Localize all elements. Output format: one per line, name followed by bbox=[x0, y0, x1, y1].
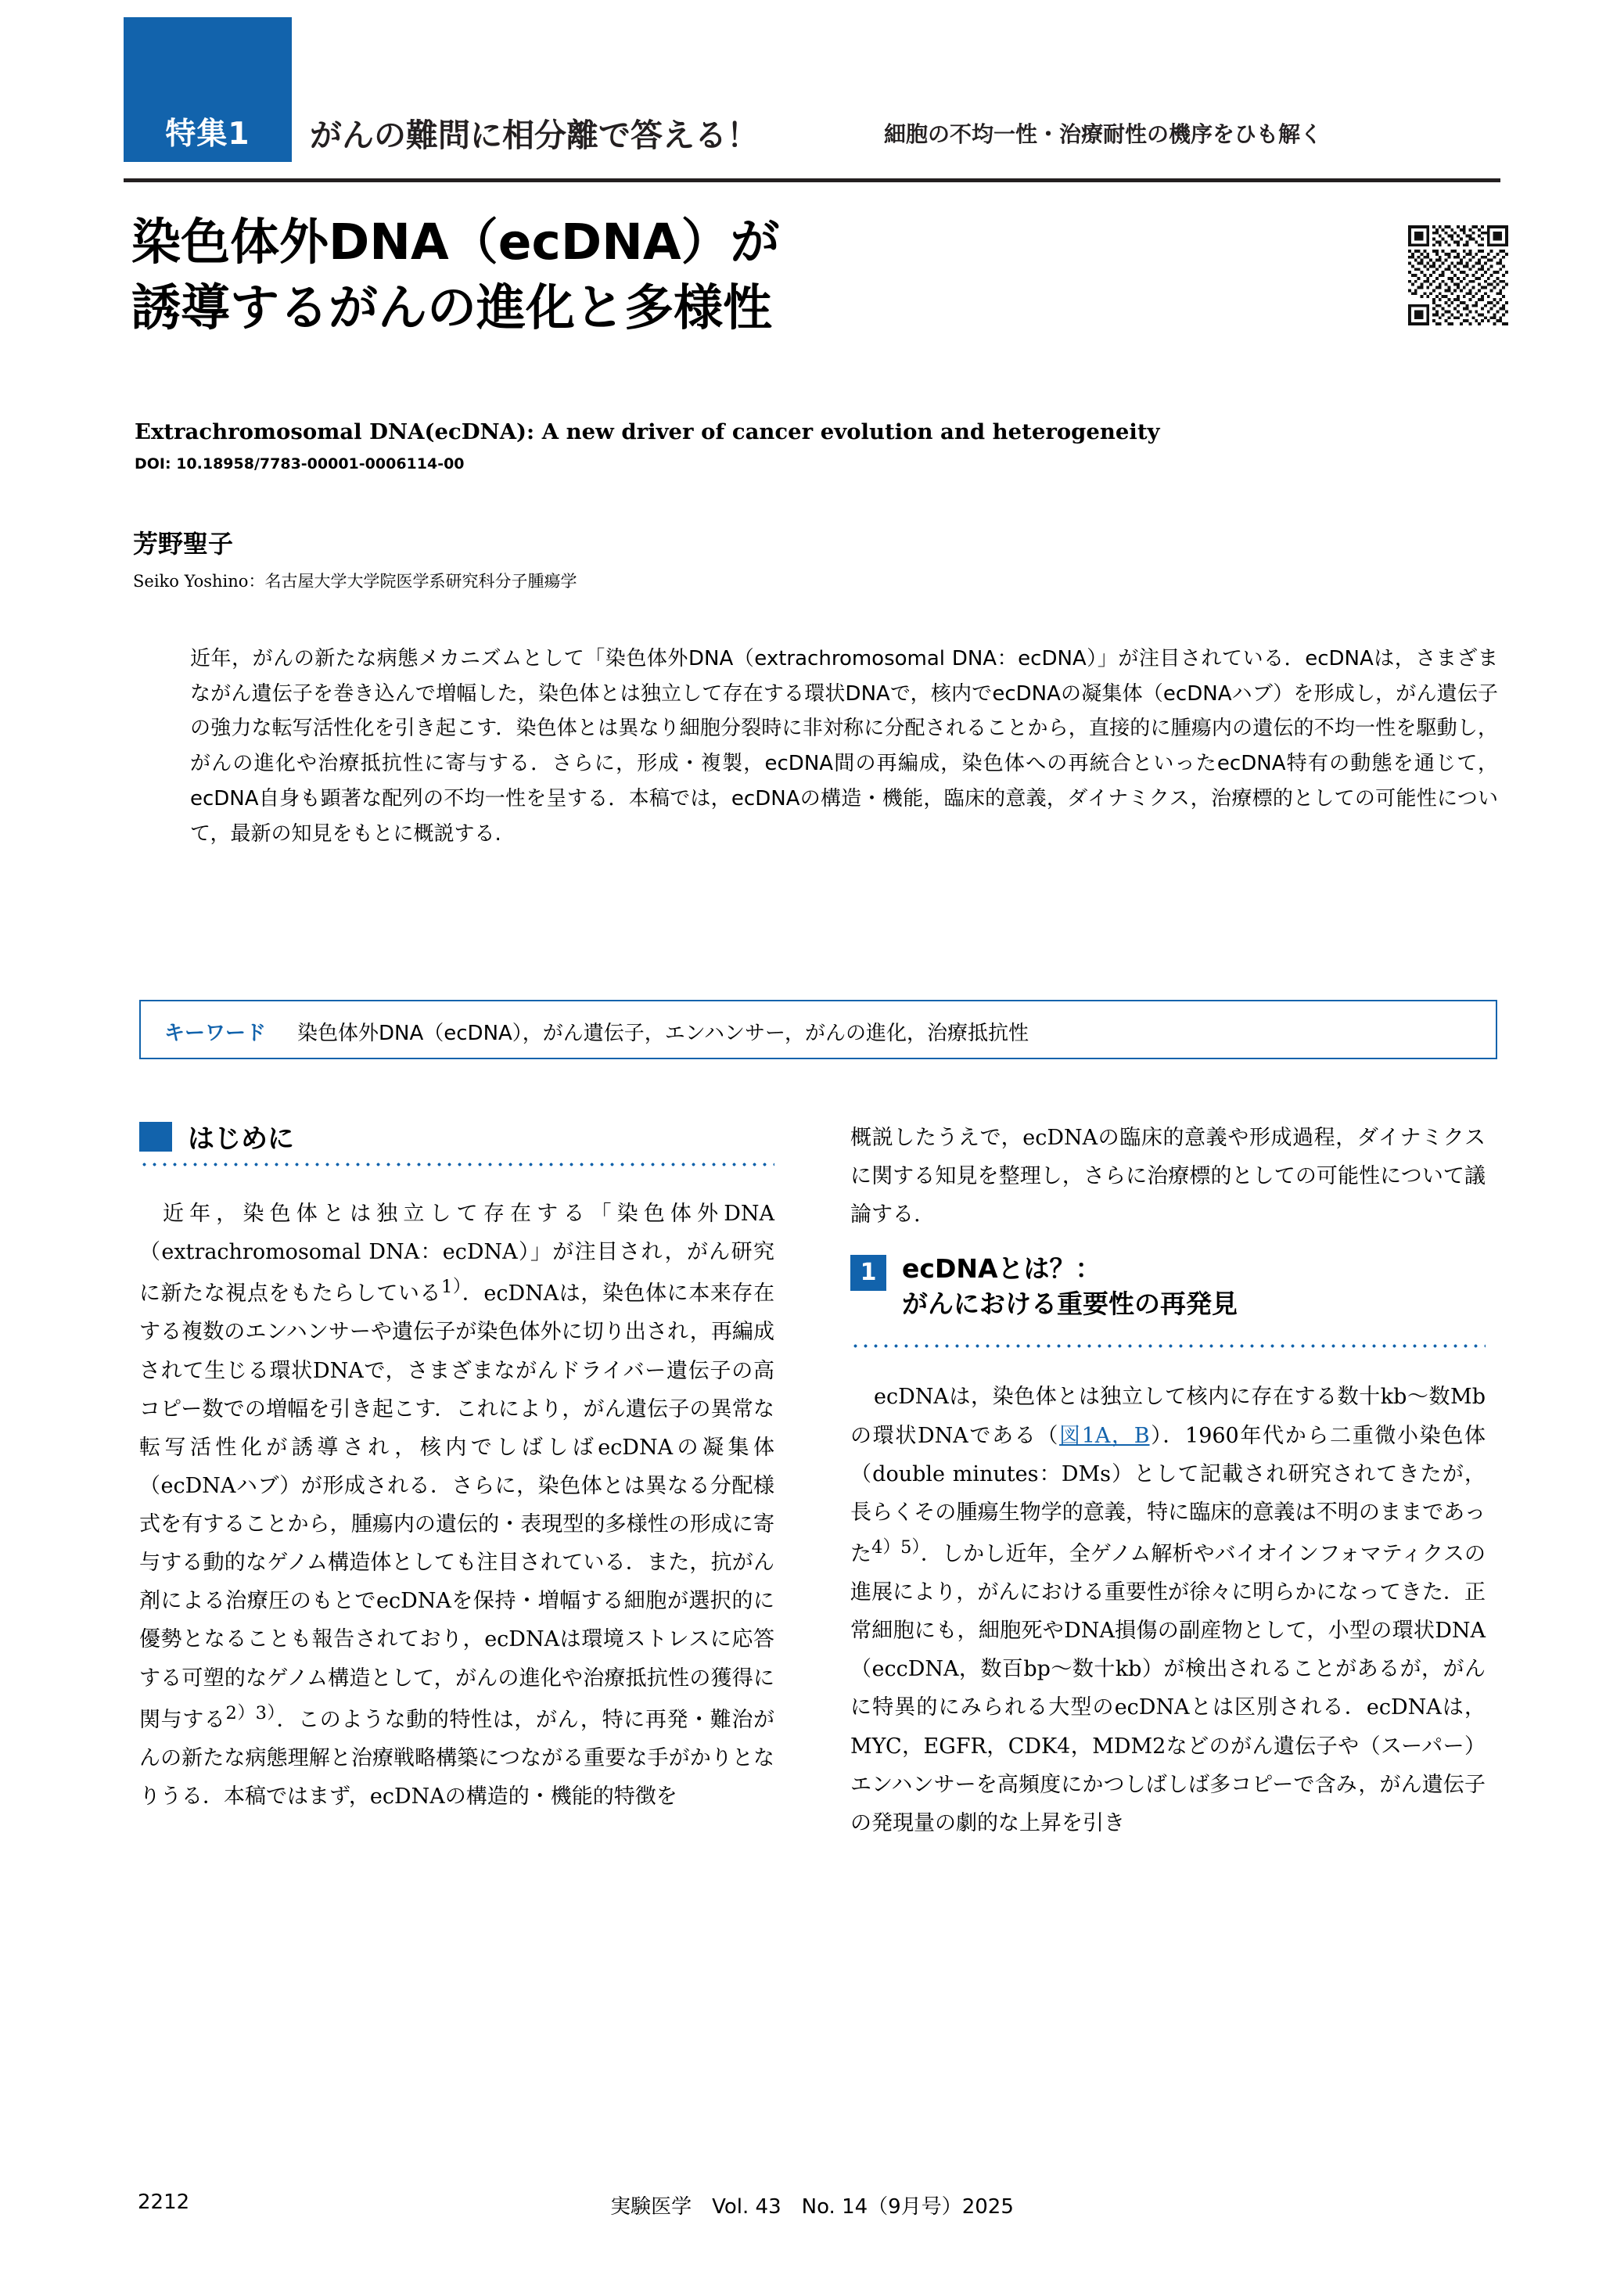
author-affiliation: Seiko Yoshino：名古屋大学大学院医学系研究科分子腫瘍学 bbox=[133, 572, 577, 591]
page-title-line2: 誘導するがんの進化と多様性 bbox=[131, 279, 772, 336]
keywords-box bbox=[139, 1000, 1497, 1059]
page-number: 2212 bbox=[138, 2191, 190, 2214]
author-name-japanese: 芳野聖子 bbox=[133, 529, 234, 559]
qr-code-icon bbox=[1408, 225, 1508, 325]
section-number-badge: 1 bbox=[850, 1255, 886, 1291]
section-1-paragraph-1 bbox=[850, 1378, 1486, 1842]
section-heading-1-line2: がんにおける重要性の再発見 bbox=[902, 1288, 1238, 1320]
figure-reference-link[interactable]: 図1A，B bbox=[1059, 1423, 1150, 1448]
section-heading-1 bbox=[850, 1255, 1486, 1357]
section-heading-1-label bbox=[902, 1252, 1238, 1322]
page-title bbox=[131, 210, 1360, 341]
page-title-english: Extrachromosomal DNA(ecDNA): A new driver of cancer evolution and heterogeneity bbox=[135, 419, 1160, 444]
abstract-text: 近年，がんの新たな病態メカニズムとして「染色体外DNA（extrachromosomal DNA：ecDNA）」が注目されている．ecDNAは，さまざまながん遺伝子を巻き込んで増幅した，染色体とは独立して存在する環状DNAで，核内でecDNAの凝集体（ecDNAハブ）を形成し，がん遺伝子の強力な転写活性化を引き起こす．染色体とは異なり細胞分裂時に非対称に分配されることから，直接的に腫瘍内の遺伝的不均一性を駆動し，がんの進化や治療抵抗性に寄与する．さらに，形成・複製，ecDNA間の再編成，染色体への再統合といったecDNA特有の動態を通じて，ecDNA自身も顕著な配列の不均一性を呈する．本稿では，ecDNAの構造・機能，臨床的意義，ダイナミクス，治療標的としての可能性について，最新の知見をもとに概説する. bbox=[190, 647, 1499, 846]
section-heading-1-line1: ecDNAとは？： bbox=[902, 1253, 1101, 1285]
section-1-text-a: ecDNAは，染色体とは独立して核内に存在する数十kb～数Mbの環状DNAである（ bbox=[850, 1385, 1486, 1448]
feature-title: がんの難問に相分離で答える！ bbox=[310, 117, 759, 154]
keywords-label: キーワード bbox=[164, 1022, 267, 1045]
section-heading-intro bbox=[139, 1119, 774, 1173]
right-column bbox=[850, 1119, 1486, 1864]
section-dotted-rule bbox=[139, 1163, 774, 1166]
section-marker-icon bbox=[139, 1122, 172, 1152]
section-1-text-b: ）．1960年代から二重微小染色体（double minutes：DMs）として記載され研究されてきたが，長らくその腫瘍生物学的意義，特に臨床的意義は不明のままであった$^{4)5)}$．しかし近年，全ゲノム解析やバイオインフォマティクスの進展により，がんにおける重要性が徐々に明らかになってきた．正常細胞にも，細胞死やDNA損傷の副産物として，小型の環状DNA（eccDNA，数百bp～数十kb）が検出されることがあるが，がんに特異的にみられる大型のecDNAとは区別される．ecDNAは，MYC，EGFR，CDK4，MDM2などのがん遺伝子や（スーパー）エンハンサーを高頻度にかつしばしば多コピーで含み，がん遺伝子の発現量の劇的な上昇を引き bbox=[850, 1423, 1486, 1835]
left-column bbox=[139, 1119, 774, 1837]
keywords-text: 染色体外DNA（ecDNA），がん遺伝子，エンハンサー，がんの進化，治療抵抗性 bbox=[297, 1022, 1029, 1045]
page-title-line1: 染色体外DNA（ecDNA）が bbox=[131, 214, 780, 271]
intro-paragraph-1: 近年，染色体とは独立して存在する「染色体外DNA（extrachromosomal DNA：ecDNA）」が注目され，がん研究に新たな視点をもたらしている$^{1)}$．ecDNAは，染色体に本来存在する複数のエンハンサーや遺伝子が染色体外に切り出され，再編成されて生じる環状DNAで，さまざまながんドライバー遺伝子の高コピー数での増幅を引き起こす．これにより，がん遺伝子の異常な転写活性化が誘導され，核内でしばしばecDNAの凝集体（ecDNAハブ）が形成される．さらに，染色体とは異なる分配様式を有することから，腫瘍内の遺伝的・表現型的多様性の形成に寄与する動的なゲノム構造体としても注目されている．また，抗がん剤による治療圧のもとでecDNAを保持・増幅する細胞が選択的に優勢となることも報告されており，ecDNAは環境ストレスに応答する可塑的なゲノム構造として，がんの進化や治療抵抗性の獲得に関与する$^{2)3)}$．このような動的特性は，がん，特に再発・難治がんの新たな病態理解と治療戦略構築につながる重要な手がかりとなりうる．本稿ではまず，ecDNAの構造的・機能的特徴を bbox=[139, 1202, 774, 1809]
doi-text: DOI: 10.18958/7783-00001-0006114-00 bbox=[135, 455, 465, 473]
feature-subtitle: 細胞の不均一性・治療耐性の機序をひも解く bbox=[884, 121, 1323, 147]
feature-tag-badge bbox=[124, 17, 292, 162]
section-dotted-rule bbox=[850, 1344, 1486, 1348]
intro-paragraph-2: 概説したうえで，ecDNAの臨床的意義や形成過程，ダイナミクスに関する知見を整理し，さらに治療標的としての可能性について議論する. bbox=[850, 1126, 1486, 1227]
feature-header bbox=[0, 0, 1624, 180]
section-heading-intro-label: はじめに bbox=[188, 1123, 294, 1155]
feature-tag-label: 特集1 bbox=[165, 117, 250, 152]
header-divider bbox=[124, 178, 1500, 182]
journal-citation: 実験医学 Vol. 43 No. 14（9月号）2025 bbox=[610, 2195, 1014, 2219]
